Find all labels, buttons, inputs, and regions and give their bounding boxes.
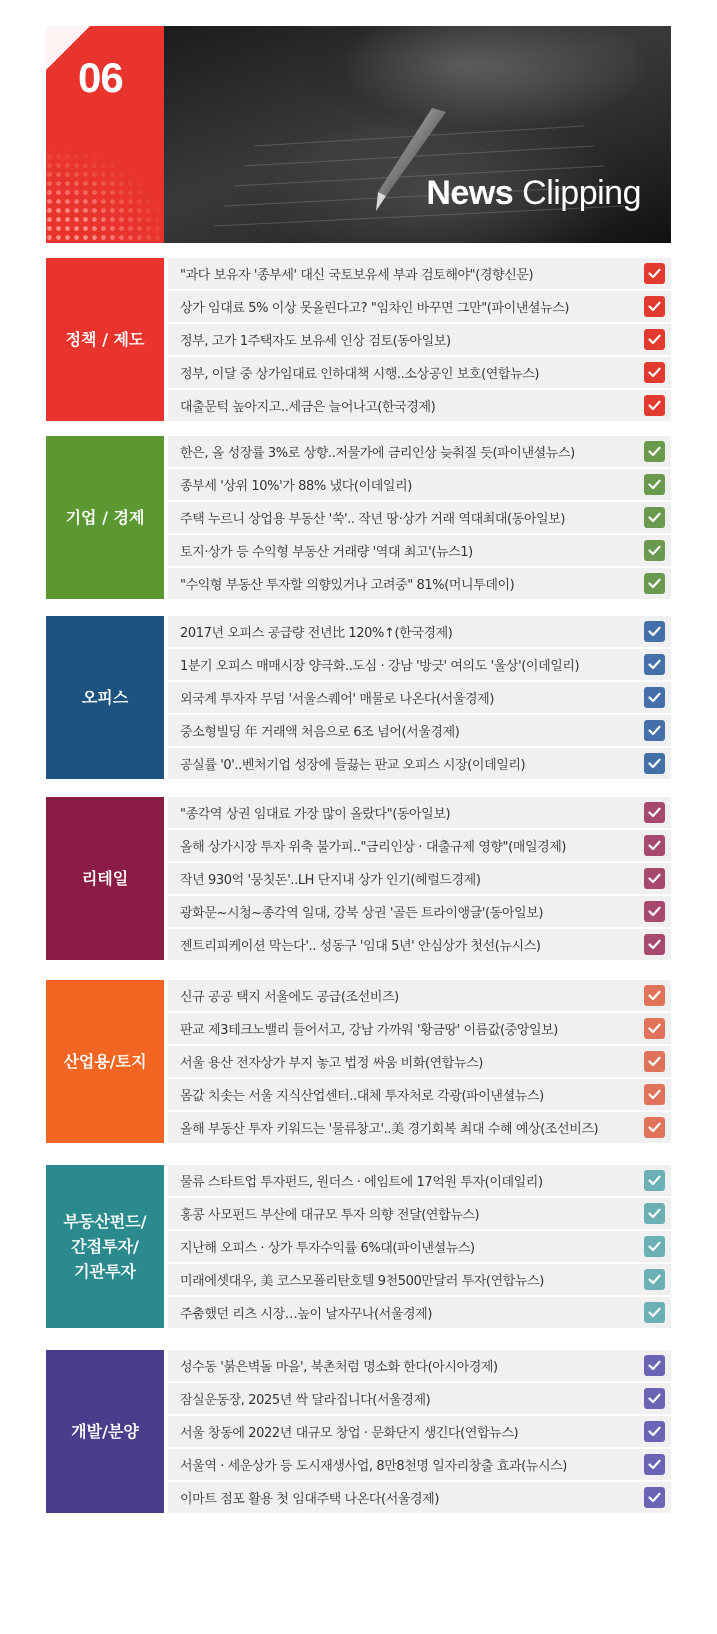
news-item[interactable] bbox=[168, 1079, 671, 1110]
checkbox-checked-icon[interactable] bbox=[644, 362, 665, 383]
news-item[interactable] bbox=[168, 1264, 671, 1295]
news-item[interactable] bbox=[168, 291, 671, 322]
checkbox-checked-icon[interactable] bbox=[644, 753, 665, 774]
category-label: 리테일 bbox=[46, 797, 164, 960]
news-item[interactable] bbox=[168, 715, 671, 746]
checkbox-checked-icon[interactable] bbox=[644, 835, 665, 856]
news-list bbox=[168, 1165, 671, 1328]
news-headline-link[interactable]: 미래에셋대우, 美 코스모폴리탄호텔 9천500만달러 투자(연합뉴스) bbox=[180, 1274, 544, 1289]
news-headline-link[interactable]: 한은, 올 성장률 3%로 상향..저물가에 금리인상 늦춰질 듯(파이낸셜뉴스) bbox=[180, 446, 575, 461]
checkbox-checked-icon[interactable] bbox=[644, 263, 665, 284]
news-headline-link[interactable]: 토지·상가 등 수익형 부동산 거래량 '역대 최고'(뉴스1) bbox=[180, 545, 473, 560]
news-headline-link[interactable]: 2017년 오피스 공급량 전년比 120%↑(한국경제) bbox=[180, 626, 453, 641]
section-development bbox=[46, 1350, 671, 1513]
checkbox-checked-icon[interactable] bbox=[644, 720, 665, 741]
section-office bbox=[46, 616, 671, 779]
checkbox-checked-icon[interactable] bbox=[644, 474, 665, 495]
news-item[interactable] bbox=[168, 980, 671, 1011]
news-headline-link[interactable]: 서울 용산 전자상가 부지 놓고 법정 싸움 비화(연합뉴스) bbox=[180, 1056, 483, 1071]
news-list bbox=[168, 258, 671, 421]
news-item[interactable] bbox=[168, 896, 671, 927]
category-label: 부동산펀드/ 간접투자/ 기관투자 bbox=[46, 1165, 164, 1328]
section-economy bbox=[46, 436, 671, 599]
news-item[interactable] bbox=[168, 616, 671, 647]
news-headline-link[interactable]: 올해 상가시장 투자 위축 불가피.."금리인상 · 대출규제 영향"(매일경제) bbox=[180, 840, 567, 855]
section-policy bbox=[46, 258, 671, 421]
news-headline-link[interactable]: 물류 스타트업 투자펀드, 원더스 · 에임트에 17억원 투자(이데일리) bbox=[180, 1175, 543, 1190]
news-item[interactable] bbox=[168, 1449, 671, 1480]
category-label: 기업 / 경제 bbox=[46, 436, 164, 599]
news-item[interactable] bbox=[168, 830, 671, 861]
news-item[interactable] bbox=[168, 1350, 671, 1381]
checkbox-checked-icon[interactable] bbox=[644, 1487, 665, 1508]
news-headline-link[interactable]: 홍콩 사모펀드 부산에 대규모 투자 의향 전달(연합뉴스) bbox=[180, 1208, 480, 1223]
news-list bbox=[168, 980, 671, 1143]
pen-writing-photo bbox=[164, 26, 671, 243]
checkbox-checked-icon[interactable] bbox=[644, 1203, 665, 1224]
news-item[interactable] bbox=[168, 357, 671, 388]
news-item[interactable] bbox=[168, 1231, 671, 1262]
banner-title-light: Clipping bbox=[522, 174, 641, 212]
checkbox-checked-icon[interactable] bbox=[644, 1084, 665, 1105]
news-item[interactable] bbox=[168, 1383, 671, 1414]
checkbox-checked-icon[interactable] bbox=[644, 441, 665, 462]
news-item[interactable] bbox=[168, 568, 671, 599]
news-list bbox=[168, 1350, 671, 1513]
checkbox-checked-icon[interactable] bbox=[644, 540, 665, 561]
news-headline-link[interactable]: 서울 창동에 2022년 대규모 창업 · 문화단지 생긴다(연합뉴스) bbox=[180, 1426, 519, 1441]
news-headline-link[interactable]: 신규 공공 택지 서울에도 공급(조선비즈) bbox=[180, 990, 399, 1005]
news-item[interactable] bbox=[168, 1482, 671, 1513]
halftone-dots-decoration bbox=[46, 143, 164, 243]
checkbox-checked-icon[interactable] bbox=[644, 507, 665, 528]
news-headline-link[interactable]: 이마트 점포 활용 첫 임대주택 나온다(서울경제) bbox=[180, 1492, 440, 1507]
news-headline-link[interactable]: 광화문~시청~종각역 일대, 강북 상권 '골든 트라이앵글'(동아일보) bbox=[180, 906, 544, 921]
news-headline-link[interactable]: 대출문턱 높아지고..세금은 늘어나고(한국경제) bbox=[180, 400, 436, 415]
checkbox-checked-icon[interactable] bbox=[644, 654, 665, 675]
news-item[interactable] bbox=[168, 258, 671, 289]
news-headline-link[interactable]: 지난해 오피스 · 상가 투자수익률 6%대(파이낸셜뉴스) bbox=[180, 1241, 475, 1256]
checkbox-checked-icon[interactable] bbox=[644, 1018, 665, 1039]
checkbox-checked-icon[interactable] bbox=[644, 1269, 665, 1290]
news-headline-link[interactable]: 1분기 오피스 매매시장 양극화..도심 · 강남 '방긋' 여의도 '울상'(이데일리) bbox=[180, 659, 580, 674]
news-headline-link[interactable]: 올해 부동산 투자 키워드는 '물류창고'..美 경기회복 최대 수혜 예상(조선비즈) bbox=[180, 1122, 599, 1137]
news-item[interactable] bbox=[168, 535, 671, 566]
news-headline-link[interactable]: 주춤했던 리츠 시장…높이 날자꾸나(서울경제) bbox=[180, 1307, 432, 1322]
category-label: 산업용/토지 bbox=[46, 980, 164, 1143]
news-item[interactable] bbox=[168, 1013, 671, 1044]
news-item[interactable] bbox=[168, 649, 671, 680]
news-headline-link[interactable]: 작년 930억 '뭉칫돈'..LH 단지내 상가 인기(헤럴드경제) bbox=[180, 873, 481, 888]
checkbox-checked-icon[interactable] bbox=[644, 621, 665, 642]
news-headline-link[interactable]: 서울역 · 세운상가 등 도시재생사업, 8만8천명 일자리창출 효과(뉴시스) bbox=[180, 1459, 567, 1474]
news-clipping-banner bbox=[46, 26, 671, 243]
news-item[interactable] bbox=[168, 682, 671, 713]
section-number-block bbox=[46, 26, 164, 243]
news-list bbox=[168, 797, 671, 960]
checkbox-checked-icon[interactable] bbox=[644, 329, 665, 350]
checkbox-checked-icon[interactable] bbox=[644, 1170, 665, 1191]
section-industrial bbox=[46, 980, 671, 1143]
checkbox-checked-icon[interactable] bbox=[644, 934, 665, 955]
checkbox-checked-icon[interactable] bbox=[644, 868, 665, 889]
checkbox-checked-icon[interactable] bbox=[644, 1355, 665, 1376]
news-headline-link[interactable]: 주택 누르니 상업용 부동산 '쑥'.. 작년 땅·상가 거래 역대최대(동아일보) bbox=[180, 512, 566, 527]
checkbox-checked-icon[interactable] bbox=[644, 901, 665, 922]
news-item[interactable] bbox=[168, 863, 671, 894]
banner-title bbox=[426, 174, 641, 213]
news-item[interactable] bbox=[168, 1046, 671, 1077]
checkbox-checked-icon[interactable] bbox=[644, 985, 665, 1006]
news-item[interactable] bbox=[168, 1416, 671, 1447]
news-item[interactable] bbox=[168, 390, 671, 421]
news-list bbox=[168, 616, 671, 779]
news-headline-link[interactable]: 몸값 치솟는 서울 지식산업센터..대체 투자처로 각광(파이낸셜뉴스) bbox=[180, 1089, 544, 1104]
news-item[interactable] bbox=[168, 436, 671, 467]
news-item[interactable] bbox=[168, 469, 671, 500]
news-item[interactable] bbox=[168, 1297, 671, 1328]
checkbox-checked-icon[interactable] bbox=[644, 1388, 665, 1409]
checkbox-checked-icon[interactable] bbox=[644, 1117, 665, 1138]
news-list bbox=[168, 436, 671, 599]
checkbox-checked-icon[interactable] bbox=[644, 1302, 665, 1323]
checkbox-checked-icon[interactable] bbox=[644, 1421, 665, 1442]
checkbox-checked-icon[interactable] bbox=[644, 687, 665, 708]
news-headline-link[interactable]: "과다 보유자 '종부세' 대신 국토보유세 부과 검토해야"(경향신문) bbox=[180, 268, 534, 283]
banner-title-bold: News bbox=[426, 174, 514, 212]
category-label: 개발/분양 bbox=[46, 1350, 164, 1513]
category-label: 정책 / 제도 bbox=[46, 258, 164, 421]
checkbox-checked-icon[interactable] bbox=[644, 1236, 665, 1257]
news-item[interactable] bbox=[168, 797, 671, 828]
news-headline-link[interactable]: 종부세 '상위 10%'가 88% 냈다(이데일리) bbox=[180, 479, 412, 494]
section-fund bbox=[46, 1165, 671, 1328]
news-headline-link[interactable]: 성수동 '붉은벽돌 마을', 북촌처럼 명소화 한다(아시아경제) bbox=[180, 1360, 498, 1375]
checkbox-checked-icon[interactable] bbox=[644, 296, 665, 317]
checkbox-checked-icon[interactable] bbox=[644, 802, 665, 823]
news-headline-link[interactable]: 판교 제3테크노밸리 들어서고, 강남 가까워 '황금땅' 이름값(중앙일보) bbox=[180, 1023, 558, 1038]
news-item[interactable] bbox=[168, 502, 671, 533]
news-headline-link[interactable]: 중소형빌딩 年 거래액 처음으로 6조 넘어(서울경제) bbox=[180, 725, 460, 740]
news-headline-link[interactable]: 잠실운동장, 2025년 싹 달라집니다(서울경제) bbox=[180, 1393, 431, 1408]
section-number: 06 bbox=[78, 54, 123, 101]
news-headline-link[interactable]: 정부, 고가 1주택자도 보유세 인상 검토(동아일보) bbox=[180, 334, 451, 349]
checkbox-checked-icon[interactable] bbox=[644, 395, 665, 416]
checkbox-checked-icon[interactable] bbox=[644, 1454, 665, 1475]
news-headline-link[interactable]: "수익형 부동산 투자할 의향있거나 고려중" 81%(머니투데이) bbox=[180, 578, 515, 593]
section-retail bbox=[46, 797, 671, 960]
checkbox-checked-icon[interactable] bbox=[644, 573, 665, 594]
news-headline-link[interactable]: 정부, 이달 중 상가임대료 인하대책 시행..소상공인 보호(연합뉴스) bbox=[180, 367, 540, 382]
news-headline-link[interactable]: 젠트리피케이션 막는다'.. 성동구 '임대 5년' 안심상가 첫선(뉴시스) bbox=[180, 939, 541, 954]
news-headline-link[interactable]: 외국계 투자자 무덤 '서울스퀘어' 매물로 나온다(서울경제) bbox=[180, 692, 494, 707]
checkbox-checked-icon[interactable] bbox=[644, 1051, 665, 1072]
news-headline-link[interactable]: 상가 임대료 5% 이상 못올린다고? "임차인 바꾸면 그만"(파이낸셜뉴스) bbox=[180, 301, 570, 316]
news-headline-link[interactable]: "종각역 상권 임대료 가장 많이 올랐다"(동아일보) bbox=[180, 807, 451, 822]
news-item[interactable] bbox=[168, 1165, 671, 1196]
news-item[interactable] bbox=[168, 1112, 671, 1143]
news-item[interactable] bbox=[168, 1198, 671, 1229]
news-item[interactable] bbox=[168, 929, 671, 960]
news-headline-link[interactable]: 공실률 '0'..벤처기업 성장에 들끓는 판교 오피스 시장(이데일리) bbox=[180, 758, 526, 773]
category-label: 오피스 bbox=[46, 616, 164, 779]
news-item[interactable] bbox=[168, 324, 671, 355]
news-item[interactable] bbox=[168, 748, 671, 779]
